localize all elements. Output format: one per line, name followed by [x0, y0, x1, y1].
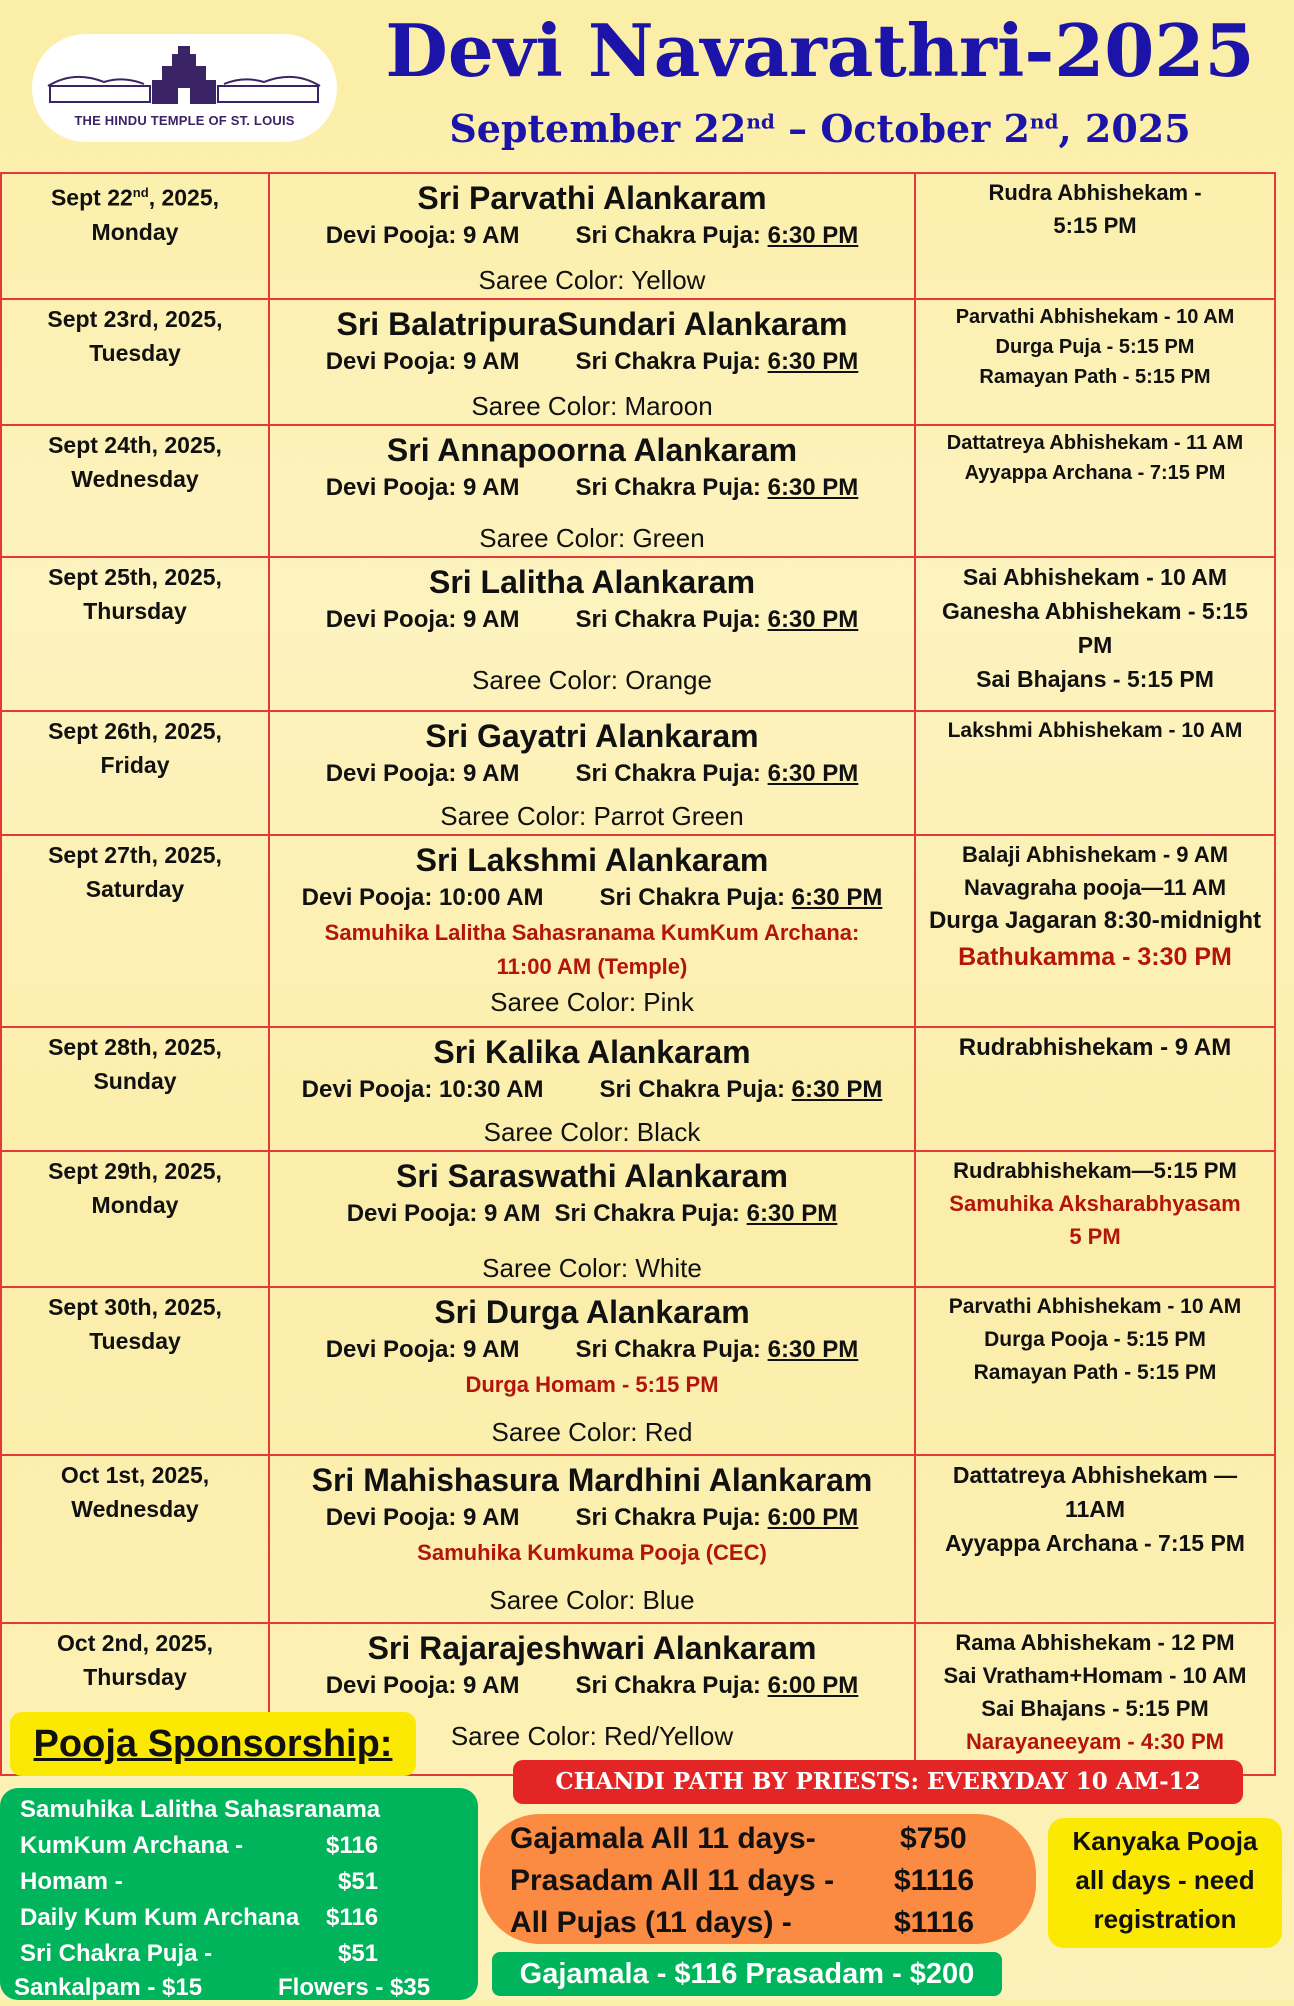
kanyaka-line: Kanyaka Pooja [1072, 1826, 1258, 1856]
side-events-cell [915, 711, 1275, 835]
table-row [1, 711, 1275, 835]
side-event-special: Samuhika Aksharabhyasam [949, 1191, 1241, 1216]
chakra-puja-time: 6:00 PM [767, 1504, 859, 1531]
table-row [1, 1287, 1275, 1455]
page-title: Devi Navarathri-2025 [385, 8, 1255, 93]
pooja-times [270, 880, 914, 916]
alankaram-title: Sri Annapoorna Alankaram [386, 432, 798, 468]
sponsorship-line: Sri Chakra Puja - [20, 1940, 213, 1967]
special-event: Samuhika Kumkuma Pooja (CEC) [417, 1540, 767, 1565]
alankaram-title: Sri Durga Alankaram [434, 1294, 750, 1330]
side-event: Durga Jagaran 8:30-midnight [928, 907, 1262, 934]
special-event-time: 11:00 AM (Temple) [496, 954, 688, 979]
chakra-puja-label: Sri Chakra Puja: [575, 222, 768, 249]
side-event: Ganesha Abhishekam - 5:15 [942, 598, 1248, 624]
package-amount: $750 [900, 1822, 967, 1855]
devi-pooja-time: Devi Pooja: 10:00 AM [301, 884, 544, 911]
side-events-cell [915, 1287, 1275, 1455]
side-event: Navagraha pooja—11 AM [963, 875, 1227, 900]
devi-pooja-time: Devi Pooja: 9 AM [325, 1672, 520, 1699]
saree-color: Saree Color: Maroon [471, 391, 713, 421]
table-row [1, 557, 1275, 711]
sponsorship-line: KumKum Archana - [20, 1832, 244, 1859]
side-event: Ayyappa Archana - 7:15 PM [964, 462, 1226, 484]
date-cell: Oct 1st, 2025, Wednesday [1, 1455, 269, 1623]
chakra-puja-label: Sri Chakra Puja: [575, 474, 768, 501]
pooja-times [270, 344, 914, 380]
side-event: 5:15 PM [1053, 213, 1137, 238]
pooja-times [270, 1196, 914, 1232]
devi-pooja-time: Devi Pooja: 9 AM [325, 760, 520, 787]
side-event-special: Narayaneeyam - 4:30 PM [965, 1729, 1225, 1754]
side-event: Ramayan Path - 5:15 PM [973, 1361, 1217, 1384]
side-event: Sai Bhajans - 5:15 PM [981, 1696, 1209, 1721]
chakra-puja-label: Sri Chakra Puja: [575, 1672, 768, 1699]
chakra-puja-time: 6:00 PM [767, 1672, 859, 1699]
saree-color: Saree Color: Red/Yellow [450, 1721, 734, 1751]
saree-color: Saree Color: Blue [489, 1585, 695, 1615]
temple-logo [32, 34, 337, 142]
pooja-times [270, 1332, 914, 1368]
sponsorship-line: Samuhika Lalitha Sahasranama [20, 1796, 381, 1823]
pooja-times [270, 470, 914, 506]
alankaram-cell [269, 1027, 915, 1151]
side-events-cell [915, 425, 1275, 557]
chakra-puja-time: 6:30 PM [746, 1200, 838, 1227]
saree-color: Saree Color: Pink [490, 987, 694, 1017]
side-event: Rudra Abhishekam - [988, 180, 1202, 205]
sponsorship-amount: $51 [338, 1868, 379, 1895]
package-label: All Pujas (11 days) - [510, 1906, 792, 1939]
side-event: Dattatreya Abhishekam - 11 AM [946, 432, 1244, 454]
alankaram-cell [269, 425, 915, 557]
date-cell: Sept 30th, 2025, Tuesday [1, 1287, 269, 1455]
kanyaka-line: all days - need [1075, 1865, 1255, 1895]
package-amount: $1116 [894, 1906, 975, 1939]
alankaram-cell [269, 173, 915, 299]
pooja-times [270, 1072, 914, 1108]
devi-pooja-time: Devi Pooja: 9 AM [325, 606, 520, 633]
date-cell: Sept 22nd, 2025, Monday [1, 173, 269, 299]
side-events-cell [915, 1027, 1275, 1151]
side-events-cell [915, 1151, 1275, 1287]
alankaram-cell [269, 711, 915, 835]
side-event: Durga Puja - 5:15 PM [995, 336, 1195, 358]
alankaram-cell [269, 557, 915, 711]
side-event: Durga Pooja - 5:15 PM [984, 1328, 1206, 1351]
side-event: Balaji Abhishekam - 9 AM [961, 842, 1229, 867]
chakra-puja-time: 6:30 PM [767, 1336, 859, 1363]
gajamala-prasadam-prices: Gajamala - $116 Prasadam - $200 [492, 1952, 1002, 1996]
package-label: Prasadam All 11 days - [510, 1864, 835, 1897]
sponsorship-line: Sankalpam - $15 [14, 1974, 203, 2001]
side-event-special: Bathukamma - 3:30 PM [958, 943, 1232, 971]
table-row [1, 173, 1275, 299]
pooja-times [270, 1500, 914, 1536]
side-events-cell [915, 1623, 1275, 1775]
date-cell: Sept 23rd, 2025, Tuesday [1, 299, 269, 425]
date-cell: Sept 24th, 2025, Wednesday [1, 425, 269, 557]
kanyaka-pooja-note [1048, 1818, 1282, 1948]
alankaram-cell [269, 299, 915, 425]
side-event: Sai Bhajans - 5:15 PM [976, 666, 1214, 692]
side-event: Ayyappa Archana - 7:15 PM [945, 1530, 1245, 1556]
sponsorship-box [0, 1788, 478, 2000]
kanyaka-line: registration [1093, 1904, 1237, 1934]
saree-color: Saree Color: Yellow [478, 265, 706, 295]
date-cell: Sept 27th, 2025, Saturday [1, 835, 269, 1027]
side-events-cell [915, 1455, 1275, 1623]
chakra-puja-label: Sri Chakra Puja: [599, 1076, 792, 1103]
saree-color: Saree Color: Parrot Green [440, 801, 744, 831]
sponsorship-line: Flowers - $35 [278, 1974, 431, 2001]
alankaram-title: Sri Gayatri Alankaram [425, 718, 759, 754]
alankaram-title: Sri Lakshmi Alankaram [415, 842, 769, 878]
side-event: Sai Vratham+Homam - 10 AM [943, 1663, 1247, 1688]
saree-color: Saree Color: Green [479, 523, 705, 553]
alankaram-cell [269, 1151, 915, 1287]
chakra-puja-label: Sri Chakra Puja: [575, 1336, 768, 1363]
side-event: Rudrabhishekam - 9 AM [958, 1034, 1232, 1061]
saree-color: Saree Color: Red [491, 1417, 693, 1447]
table-row [1, 1027, 1275, 1151]
chakra-puja-label: Sri Chakra Puja: [575, 606, 768, 633]
alankaram-title: Sri Kalika Alankaram [433, 1034, 751, 1070]
side-event: Lakshmi Abhishekam - 10 AM [947, 719, 1243, 742]
side-event: Rama Abhishekam - 12 PM [955, 1630, 1235, 1655]
pooja-times [270, 218, 914, 254]
date-cell: Sept 29th, 2025, Monday [1, 1151, 269, 1287]
sponsorship-amount: $116 [326, 1904, 379, 1931]
table-row [1, 425, 1275, 557]
package-amount: $1116 [894, 1864, 975, 1897]
table-row [1, 835, 1275, 1027]
side-event: Sai Abhishekam - 10 AM [962, 564, 1228, 590]
date-cell: Oct 2nd, 2025, Thursday [1, 1623, 269, 1775]
table-row [1, 299, 1275, 425]
side-events-cell [915, 835, 1275, 1027]
devi-pooja-time: Devi Pooja: 9 AM [325, 1504, 520, 1531]
sponsorship-line: Homam - [20, 1868, 123, 1895]
package-label: Gajamala All 11 days- [510, 1822, 816, 1855]
date-cell: Sept 26th, 2025, Friday [1, 711, 269, 835]
alankaram-cell [269, 1287, 915, 1455]
sponsorship-amount: $116 [326, 1832, 379, 1859]
side-event: Dattatreya Abhishekam — [952, 1462, 1238, 1488]
alankaram-cell [269, 1455, 915, 1623]
side-event: Ramayan Path - 5:15 PM [979, 366, 1211, 388]
chakra-puja-time: 6:30 PM [767, 222, 859, 249]
chakra-puja-label: Sri Chakra Puja: [599, 884, 792, 911]
alankaram-title: Sri Mahishasura Mardhini Alankaram [311, 1462, 873, 1498]
chakra-puja-label: Sri Chakra Puja: [575, 760, 768, 787]
alankaram-title: Sri Lalitha Alankaram [428, 564, 756, 600]
devi-pooja-time: Devi Pooja: 9 AM [325, 222, 520, 249]
side-event-special: 5 PM [1069, 1224, 1121, 1249]
alankaram-title: Sri Saraswathi Alankaram [396, 1158, 788, 1194]
side-events-cell [915, 173, 1275, 299]
pooja-times [270, 756, 914, 792]
side-event: PM [1077, 632, 1113, 658]
side-event: Parvathi Abhishekam - 10 AM [948, 1295, 1242, 1318]
logo-text: THE HINDU TEMPLE OF ST. LOUIS [74, 113, 295, 128]
chakra-puja-label: Sri Chakra Puja: [575, 348, 768, 375]
alankaram-title: Sri BalatripuraSundari Alankaram [336, 306, 848, 342]
alankaram-title: Sri Parvathi Alankaram [417, 180, 767, 216]
temple-gopuram-icon [44, 42, 324, 114]
side-event: 11AM [1064, 1496, 1126, 1522]
pooja-times [270, 602, 914, 638]
chakra-puja-time: 6:30 PM [791, 1076, 883, 1103]
saree-color: Saree Color: Black [483, 1117, 701, 1147]
side-event: Parvathi Abhishekam - 10 AM [955, 306, 1235, 328]
alankaram-cell [269, 835, 915, 1027]
devi-pooja-time: Devi Pooja: 9 AM [346, 1200, 541, 1227]
alankaram-title: Sri Rajarajeshwari Alankaram [367, 1630, 817, 1666]
chakra-puja-time: 6:30 PM [767, 606, 859, 633]
chakra-puja-time: 6:30 PM [767, 348, 859, 375]
chakra-puja-label: Sri Chakra Puja: [575, 1504, 768, 1531]
devi-pooja-time: Devi Pooja: 9 AM [325, 474, 520, 501]
side-events-cell [915, 557, 1275, 711]
package-box [480, 1814, 1036, 1944]
sponsorship-amount: $51 [338, 1940, 379, 1967]
devi-pooja-time: Devi Pooja: 9 AM [325, 1336, 520, 1363]
chakra-puja-time: 6:30 PM [791, 884, 883, 911]
devi-pooja-time: Devi Pooja: 9 AM [325, 348, 520, 375]
sponsorship-line: Daily Kum Kum Archana [20, 1904, 300, 1931]
date-cell: Sept 28th, 2025, Sunday [1, 1027, 269, 1151]
saree-color: Saree Color: Orange [472, 665, 712, 695]
date-range-subtitle: September 22nd – October 2nd, 2025 [449, 106, 1191, 151]
table-row [1, 1151, 1275, 1287]
devi-pooja-time: Devi Pooja: 10:30 AM [301, 1076, 544, 1103]
chakra-puja-time: 6:30 PM [767, 474, 859, 501]
side-event: Rudrabhishekam—5:15 PM [953, 1158, 1237, 1183]
schedule-table [0, 172, 1276, 1776]
date-cell: Sept 25th, 2025, Thursday [1, 557, 269, 711]
chakra-puja-time: 6:30 PM [767, 760, 859, 787]
special-event: Samuhika Lalitha Sahasranama KumKum Archana: [324, 920, 860, 945]
special-event: Durga Homam - 5:15 PM [465, 1372, 719, 1397]
chandi-path-banner: CHANDI PATH BY PRIESTS: EVERYDAY 10 AM-12 [513, 1760, 1243, 1804]
sponsorship-title: Pooja Sponsorship: [10, 1712, 416, 1776]
table-row [1, 1455, 1275, 1623]
side-events-cell [915, 299, 1275, 425]
chakra-puja-label: Sri Chakra Puja: [554, 1200, 747, 1227]
pooja-times [270, 1668, 914, 1704]
saree-color: Saree Color: White [482, 1253, 702, 1283]
